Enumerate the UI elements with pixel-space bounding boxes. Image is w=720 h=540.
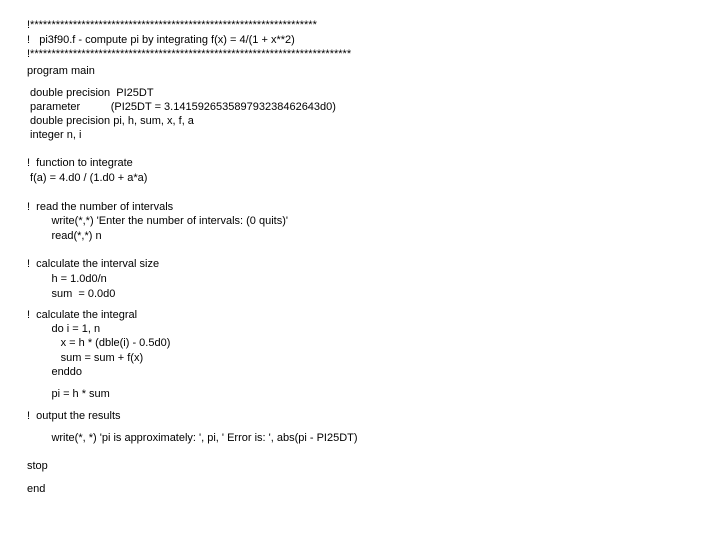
code-line-4: program main	[27, 65, 95, 77]
code-line-24: write(*, *) 'pi is approximately: ', pi, ' Error is: ', abs(pi - PI25DT)	[27, 432, 358, 444]
code-line-20: sum = sum + f(x)	[27, 352, 144, 364]
code-line-25: stop	[27, 460, 48, 472]
code-line-11: ! read the number of intervals	[27, 201, 174, 213]
code-line-21: enddo	[27, 366, 83, 378]
code-line-13: read(*,*) n	[27, 230, 102, 242]
code-line-16: sum = 0.0d0	[27, 288, 116, 300]
code-line-7: double precision pi, h, sum, x, f, a	[27, 115, 194, 127]
code-line-5: double precision PI25DT	[27, 87, 154, 99]
code-line-10: f(a) = 4.d0 / (1.d0 + a*a)	[27, 172, 148, 184]
code-line-17: ! calculate the integral	[27, 309, 138, 321]
code-line-14: ! calculate the interval size	[27, 258, 160, 270]
code-line-22: pi = h * sum	[27, 388, 110, 400]
code-line-12: write(*,*) 'Enter the number of intervals: (0 quits)'	[27, 215, 288, 227]
code-line-15: h = 1.0d0/n	[27, 273, 107, 285]
code-line-1: !*******************************************************************	[27, 19, 317, 31]
code-line-6: parameter (PI25DT = 3.141592653589793238462643d0)	[27, 101, 336, 113]
code-line-26: end	[27, 483, 46, 495]
code-line-2: ! pi3f90.f - compute pi by integrating f(x) = 4/(1 + x**2)	[27, 34, 295, 46]
code-line-18: do i = 1, n	[27, 323, 101, 335]
code-line-3: !***************************************************************************	[27, 48, 352, 60]
code-line-8: integer n, i	[27, 129, 82, 141]
code-line-9: ! function to integrate	[27, 157, 133, 169]
code-line-19: x = h * (dble(i) - 0.5d0)	[27, 337, 171, 349]
code-line-23: ! output the results	[27, 410, 121, 422]
